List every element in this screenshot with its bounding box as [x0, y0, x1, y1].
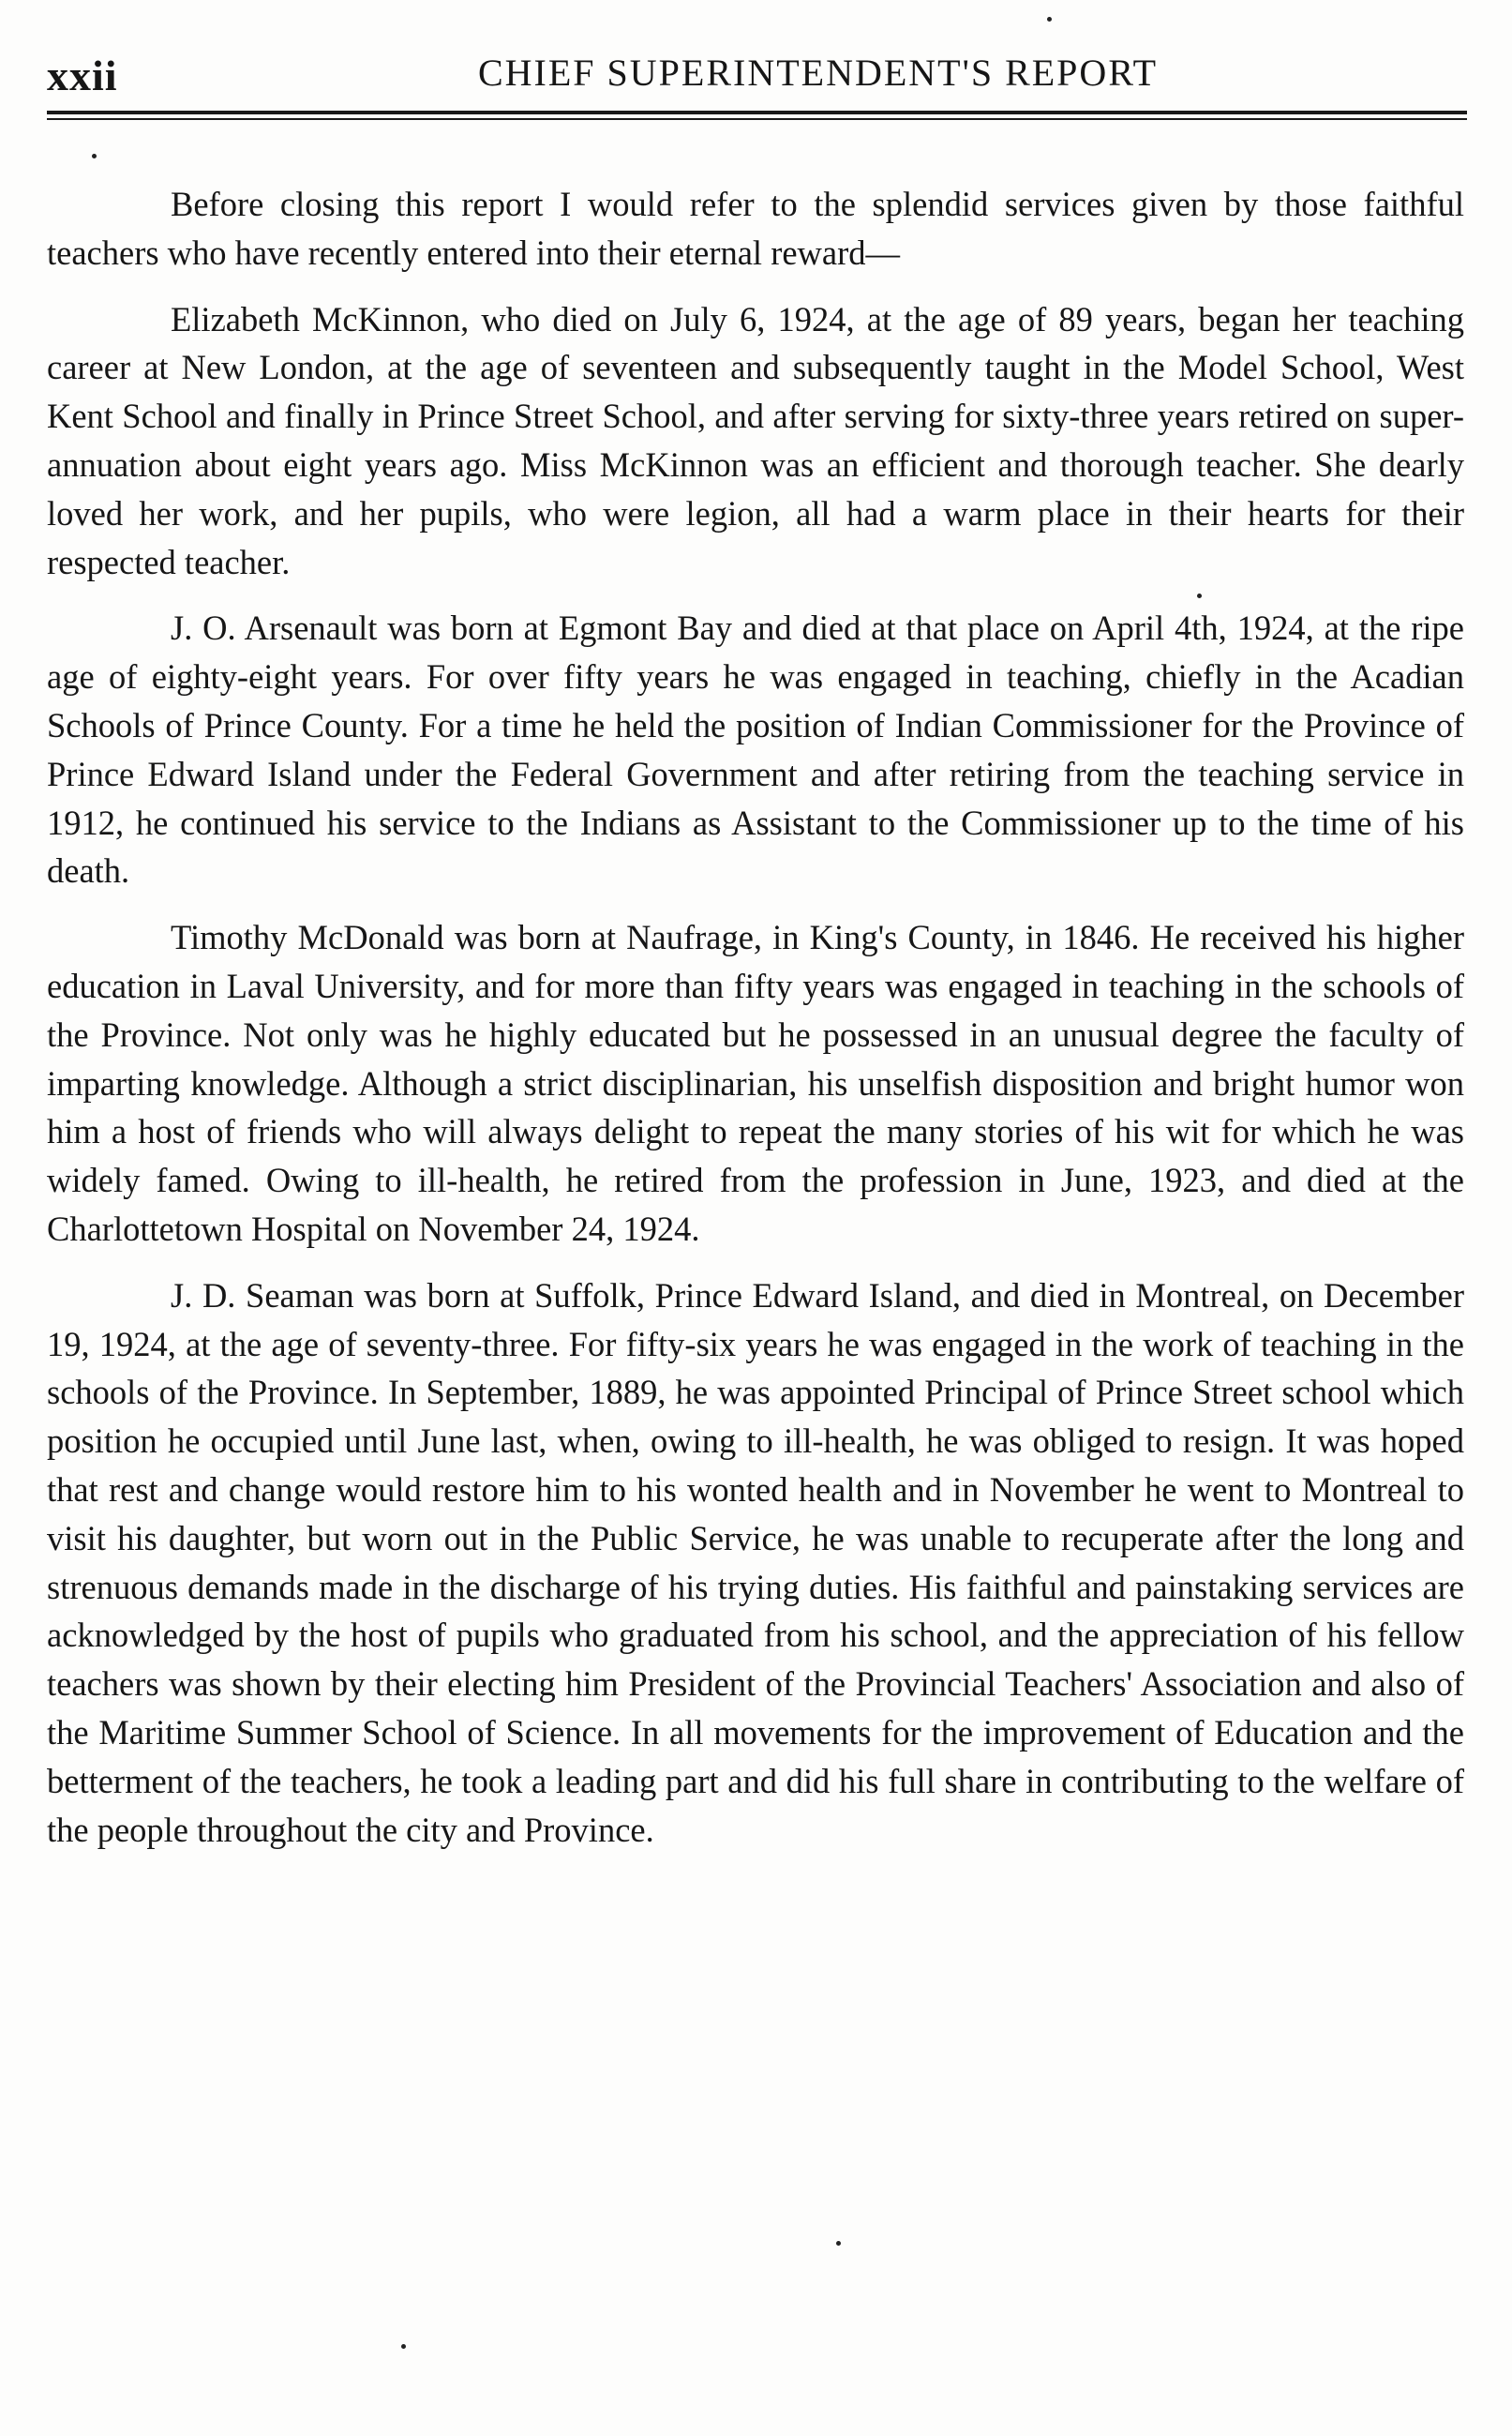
- scan-speck: [92, 154, 97, 158]
- scan-speck: [401, 2344, 406, 2349]
- paragraph-arsenault: J. O. Arsenault was born at Egmont Bay and died at that place on April 4th, 1924, at the ripe age of eighty-eight years. For over fifty years he was engaged in teaching, chiefly in the Acadian Schools of Prince County. For a time he held the position of Indian Commissioner for the Province of Prince Edward Island under the Federal Government and after retiring from the teaching service in 1912, he continued his service to the Indians as Assistant to the Commissioner up to the time of his death.: [47, 609, 1464, 891]
- running-title: CHIEF SUPERINTENDENT'S REPORT: [477, 52, 1159, 94]
- paragraph-intro: Before closing this report I would refer to the splendid services given by those faithful teachers who have recently entered into their eternal reward—: [47, 185, 1464, 272]
- page-header: [47, 45, 1467, 111]
- scan-speck: [1047, 17, 1052, 22]
- scan-speck: [836, 2241, 841, 2246]
- report-body: [47, 180, 1464, 1872]
- paragraph-mcdonald: Timothy McDonald was born at Naufrage, in King's County, in 1846. He received his higher education in Laval University, and for more than fifty years was engaged in teaching in the schools of the Province. Not only was he highly educated but he possessed in an unusual degree the faculty of imparting knowledge. Although a strict disciplinarian, his unselfish disposition and bright humor won him a host of friends who will always delight to repeat the many stories of his wit for which he was widely famed. Owing to ill-health, he retired from the profession in June, 1923, and died at the Charlottetown Hospital on November 24, 1924.: [47, 918, 1464, 1248]
- header-rule-thin: [47, 118, 1467, 120]
- page-number: xxii: [47, 52, 118, 99]
- paragraph-mckinnon: Elizabeth McKinnon, who died on July 6, 1924, at the age of 89 years, began her teaching career at New London, at the age of seventeen and subsequently taught in the Model School, West Kent School and finally in Prince Street School, and after serving for sixty-three years retired on super-annuation about eight years ago. Miss McKinnon was an efficient and thorough teacher. She dearly loved her work, and her pupils, who were legion, all had a warm place in their hearts for their respected teacher.: [47, 299, 1464, 581]
- header-rule-thick: [47, 111, 1467, 114]
- paragraph-seaman: J. D. Seaman was born at Suffolk, Prince Edward Island, and died in Montreal, on December 19, 1924, at the age of seventy-three. For fifty-six years he was engaged in the work of teaching in the schools of the Province. In September, 1889, he was appointed Principal of Prince Street school which position he occupied until June last, when, owing to ill-health, he was obliged to resign. It was hoped that rest and change would restore him to his wonted health and in November he went to Montreal to visit his daughter, but worn out in the Public Service, he was unable to recuperate after the long and strenuous demands made in the discharge of his trying duties. His faithful and painstaking services are acknowledged by the host of pupils who graduated from his school, and the appreciation of his fellow teachers was shown by their electing him President of the Provincial Teachers' Association and also of the Maritime Summer School of Science. In all movements for the improvement of Education and the betterment of the teachers, he took a leading part and did his full share in contributing to the welfare of the people throughout the city and Province.: [47, 1275, 1464, 1849]
- scan-speck: [1197, 594, 1202, 598]
